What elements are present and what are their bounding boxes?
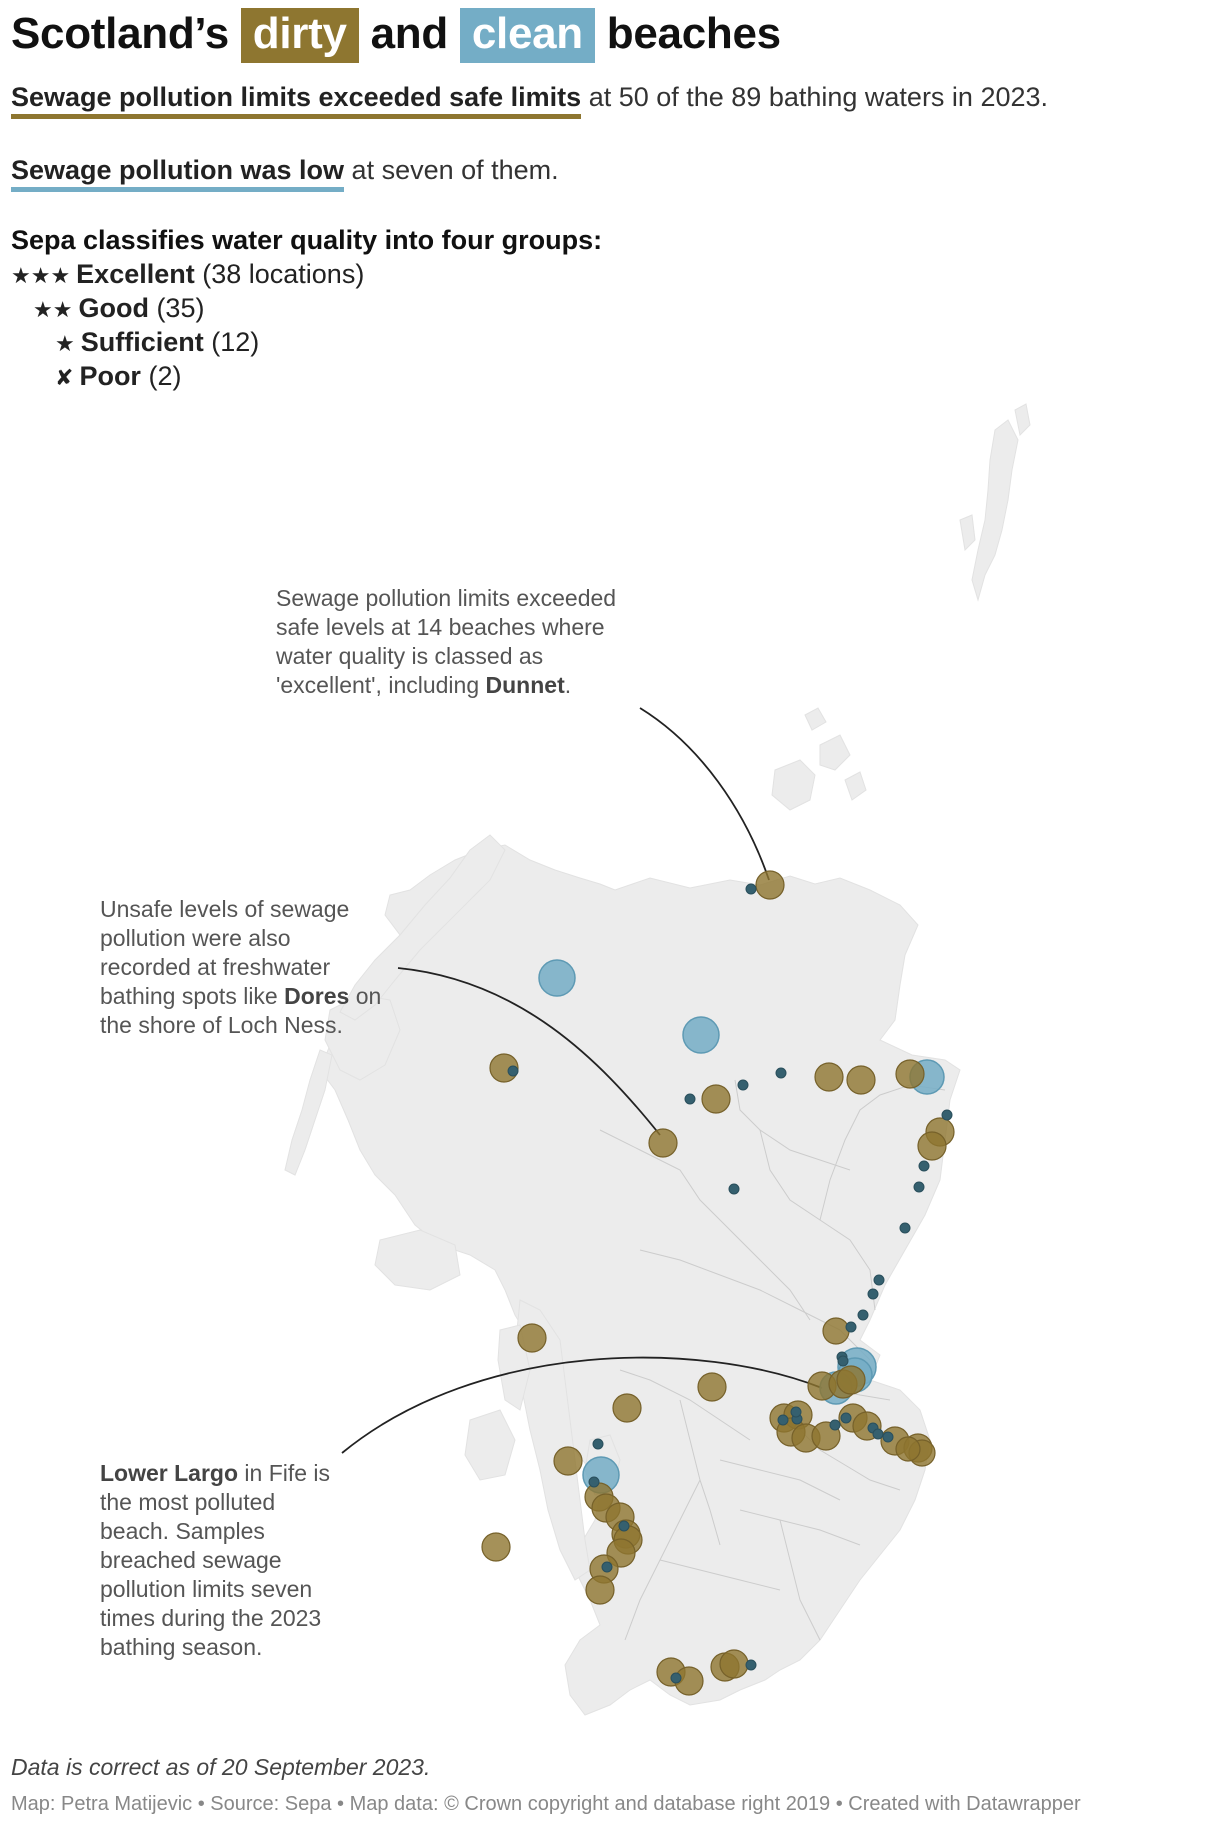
annotation-dores-line: recorded at freshwater — [100, 954, 331, 980]
annotation-dunnet-line: water quality is classed as — [276, 643, 544, 669]
annotation-dunnet-line: safe levels at 14 beaches where — [276, 614, 605, 640]
data-date-note: Data is correct as of 20 September 2023. — [11, 1754, 431, 1780]
beach-dot — [619, 1521, 629, 1531]
beach-dot — [830, 1420, 840, 1430]
annotation-largo-line — [100, 1459, 330, 1488]
annotation-largo-line: pollution limits seven — [100, 1576, 313, 1602]
beach-dot — [838, 1356, 848, 1366]
annotation-dores — [100, 895, 381, 1040]
title-text-start: Scotland’s — [11, 9, 241, 58]
beach-dot — [746, 884, 756, 894]
beach-dot — [874, 1275, 884, 1285]
legend-sufficient-label: Sufficient — [80, 327, 204, 357]
beach-dot — [900, 1223, 910, 1233]
annotation-dores-text: bathing spots like — [100, 983, 285, 1009]
dirty-beach-marker — [815, 1063, 843, 1091]
dirty-beach-marker — [554, 1447, 582, 1475]
annotation-largo-line: bathing season. — [100, 1634, 263, 1660]
beach-dot — [914, 1182, 924, 1192]
dirty-summary-rest: at 50 of the 89 bathing waters in 2023. — [581, 82, 1049, 112]
dirty-beach-marker — [482, 1533, 510, 1561]
dirty-beach-marker — [847, 1066, 875, 1094]
beach-dot — [873, 1429, 883, 1439]
annotation-largo-text: in Fife is — [238, 1460, 331, 1486]
title-text-end: beaches — [594, 9, 781, 58]
legend-sufficient-count: (12) — [203, 327, 260, 357]
beach-dot — [738, 1080, 748, 1090]
beach-dot — [671, 1673, 681, 1683]
legend-good-label: Good — [78, 293, 149, 323]
annotation-largo-line: breached sewage — [100, 1547, 282, 1573]
dirty-beach-marker — [518, 1324, 546, 1352]
beach-dot — [685, 1094, 695, 1104]
annotation-dunnet-line: Sewage pollution limits exceeded — [276, 585, 617, 611]
beach-dot — [589, 1477, 599, 1487]
beach-dot — [841, 1413, 851, 1423]
beach-dot — [778, 1415, 788, 1425]
legend-heading: Sepa classifies water quality into four groups: — [11, 225, 603, 255]
dirty-summary-highlight: Sewage pollution limits exceeded safe limits — [11, 82, 581, 119]
dirty-beach-marker — [702, 1085, 730, 1113]
dirty-beach-marker — [698, 1373, 726, 1401]
beach-dot — [593, 1439, 603, 1449]
beach-dot — [883, 1432, 893, 1442]
legend-poor-label: Poor — [79, 361, 141, 391]
dirty-beach-marker — [896, 1437, 920, 1461]
clean-beach-marker — [539, 960, 575, 996]
beach-dot — [791, 1407, 801, 1417]
dirty-beach-marker — [823, 1318, 849, 1344]
lower-largo-label: Lower Largo — [100, 1460, 239, 1486]
clean-summary-rest: at seven of them. — [344, 155, 559, 185]
dirty-beach-marker — [649, 1129, 677, 1157]
dunnet-label: Dunnet — [485, 672, 565, 698]
legend-excellent-label: Excellent — [76, 259, 195, 289]
two-stars-icon: ★★ — [33, 297, 73, 322]
beach-dot — [868, 1289, 878, 1299]
dirty-highlight: dirty — [241, 8, 359, 63]
dirty-beach-marker — [918, 1132, 946, 1160]
beach-dot — [858, 1310, 868, 1320]
annotation-dunnet-text: 'excellent', including — [276, 672, 486, 698]
dirty-beach-marker — [756, 871, 784, 899]
dirty-beach-marker — [896, 1060, 924, 1088]
beach-dot — [729, 1184, 739, 1194]
clean-beach-marker — [683, 1017, 719, 1053]
beach-dot — [919, 1161, 929, 1171]
annotation-dunnet — [276, 584, 616, 700]
credits-line: Map: Petra Matijevic • Source: Sepa • Map data: © Crown copyright and database right 2019 • Created with Datawrapper — [11, 1793, 1081, 1815]
annotation-dunnet-text: . — [564, 672, 572, 698]
clean-summary-highlight: Sewage pollution was low — [11, 155, 344, 192]
annotation-dores-line: pollution were also — [100, 925, 291, 951]
beach-dot — [508, 1066, 518, 1076]
legend-good-count: (35) — [148, 293, 205, 323]
beach-dot — [846, 1322, 856, 1332]
annotation-dunnet-line — [276, 671, 616, 700]
annotation-dores-line: the shore of Loch Ness. — [100, 1012, 343, 1038]
beach-dot — [776, 1068, 786, 1078]
clean-highlight: clean — [460, 8, 595, 63]
legend-excellent-count: (38 locations) — [194, 259, 365, 289]
dirty-beach-marker — [586, 1576, 614, 1604]
beach-dot — [602, 1562, 612, 1572]
one-star-icon: ★ — [55, 331, 75, 356]
annotation-largo-line: the most polluted — [100, 1489, 276, 1515]
dirty-beach-marker — [613, 1394, 641, 1422]
dirty-beach-marker — [837, 1366, 865, 1394]
beach-dot — [746, 1660, 756, 1670]
beach-dot — [942, 1110, 952, 1120]
annotation-dores-text: on — [349, 983, 382, 1009]
annotation-dores-line — [100, 982, 381, 1011]
title-text-mid: and — [358, 9, 460, 58]
cross-icon: ✘ — [55, 365, 74, 390]
legend-poor-count: (2) — [140, 361, 182, 391]
annotation-dores-line: Unsafe levels of sewage — [100, 896, 350, 922]
annotation-largo-line: beach. Samples — [100, 1518, 265, 1544]
dirty-beach-marker — [720, 1650, 748, 1678]
annotation-largo-line: times during the 2023 — [100, 1605, 322, 1631]
annotation-lower-largo — [100, 1459, 330, 1662]
dores-label: Dores — [284, 983, 350, 1009]
three-stars-icon: ★★★ — [11, 263, 71, 288]
